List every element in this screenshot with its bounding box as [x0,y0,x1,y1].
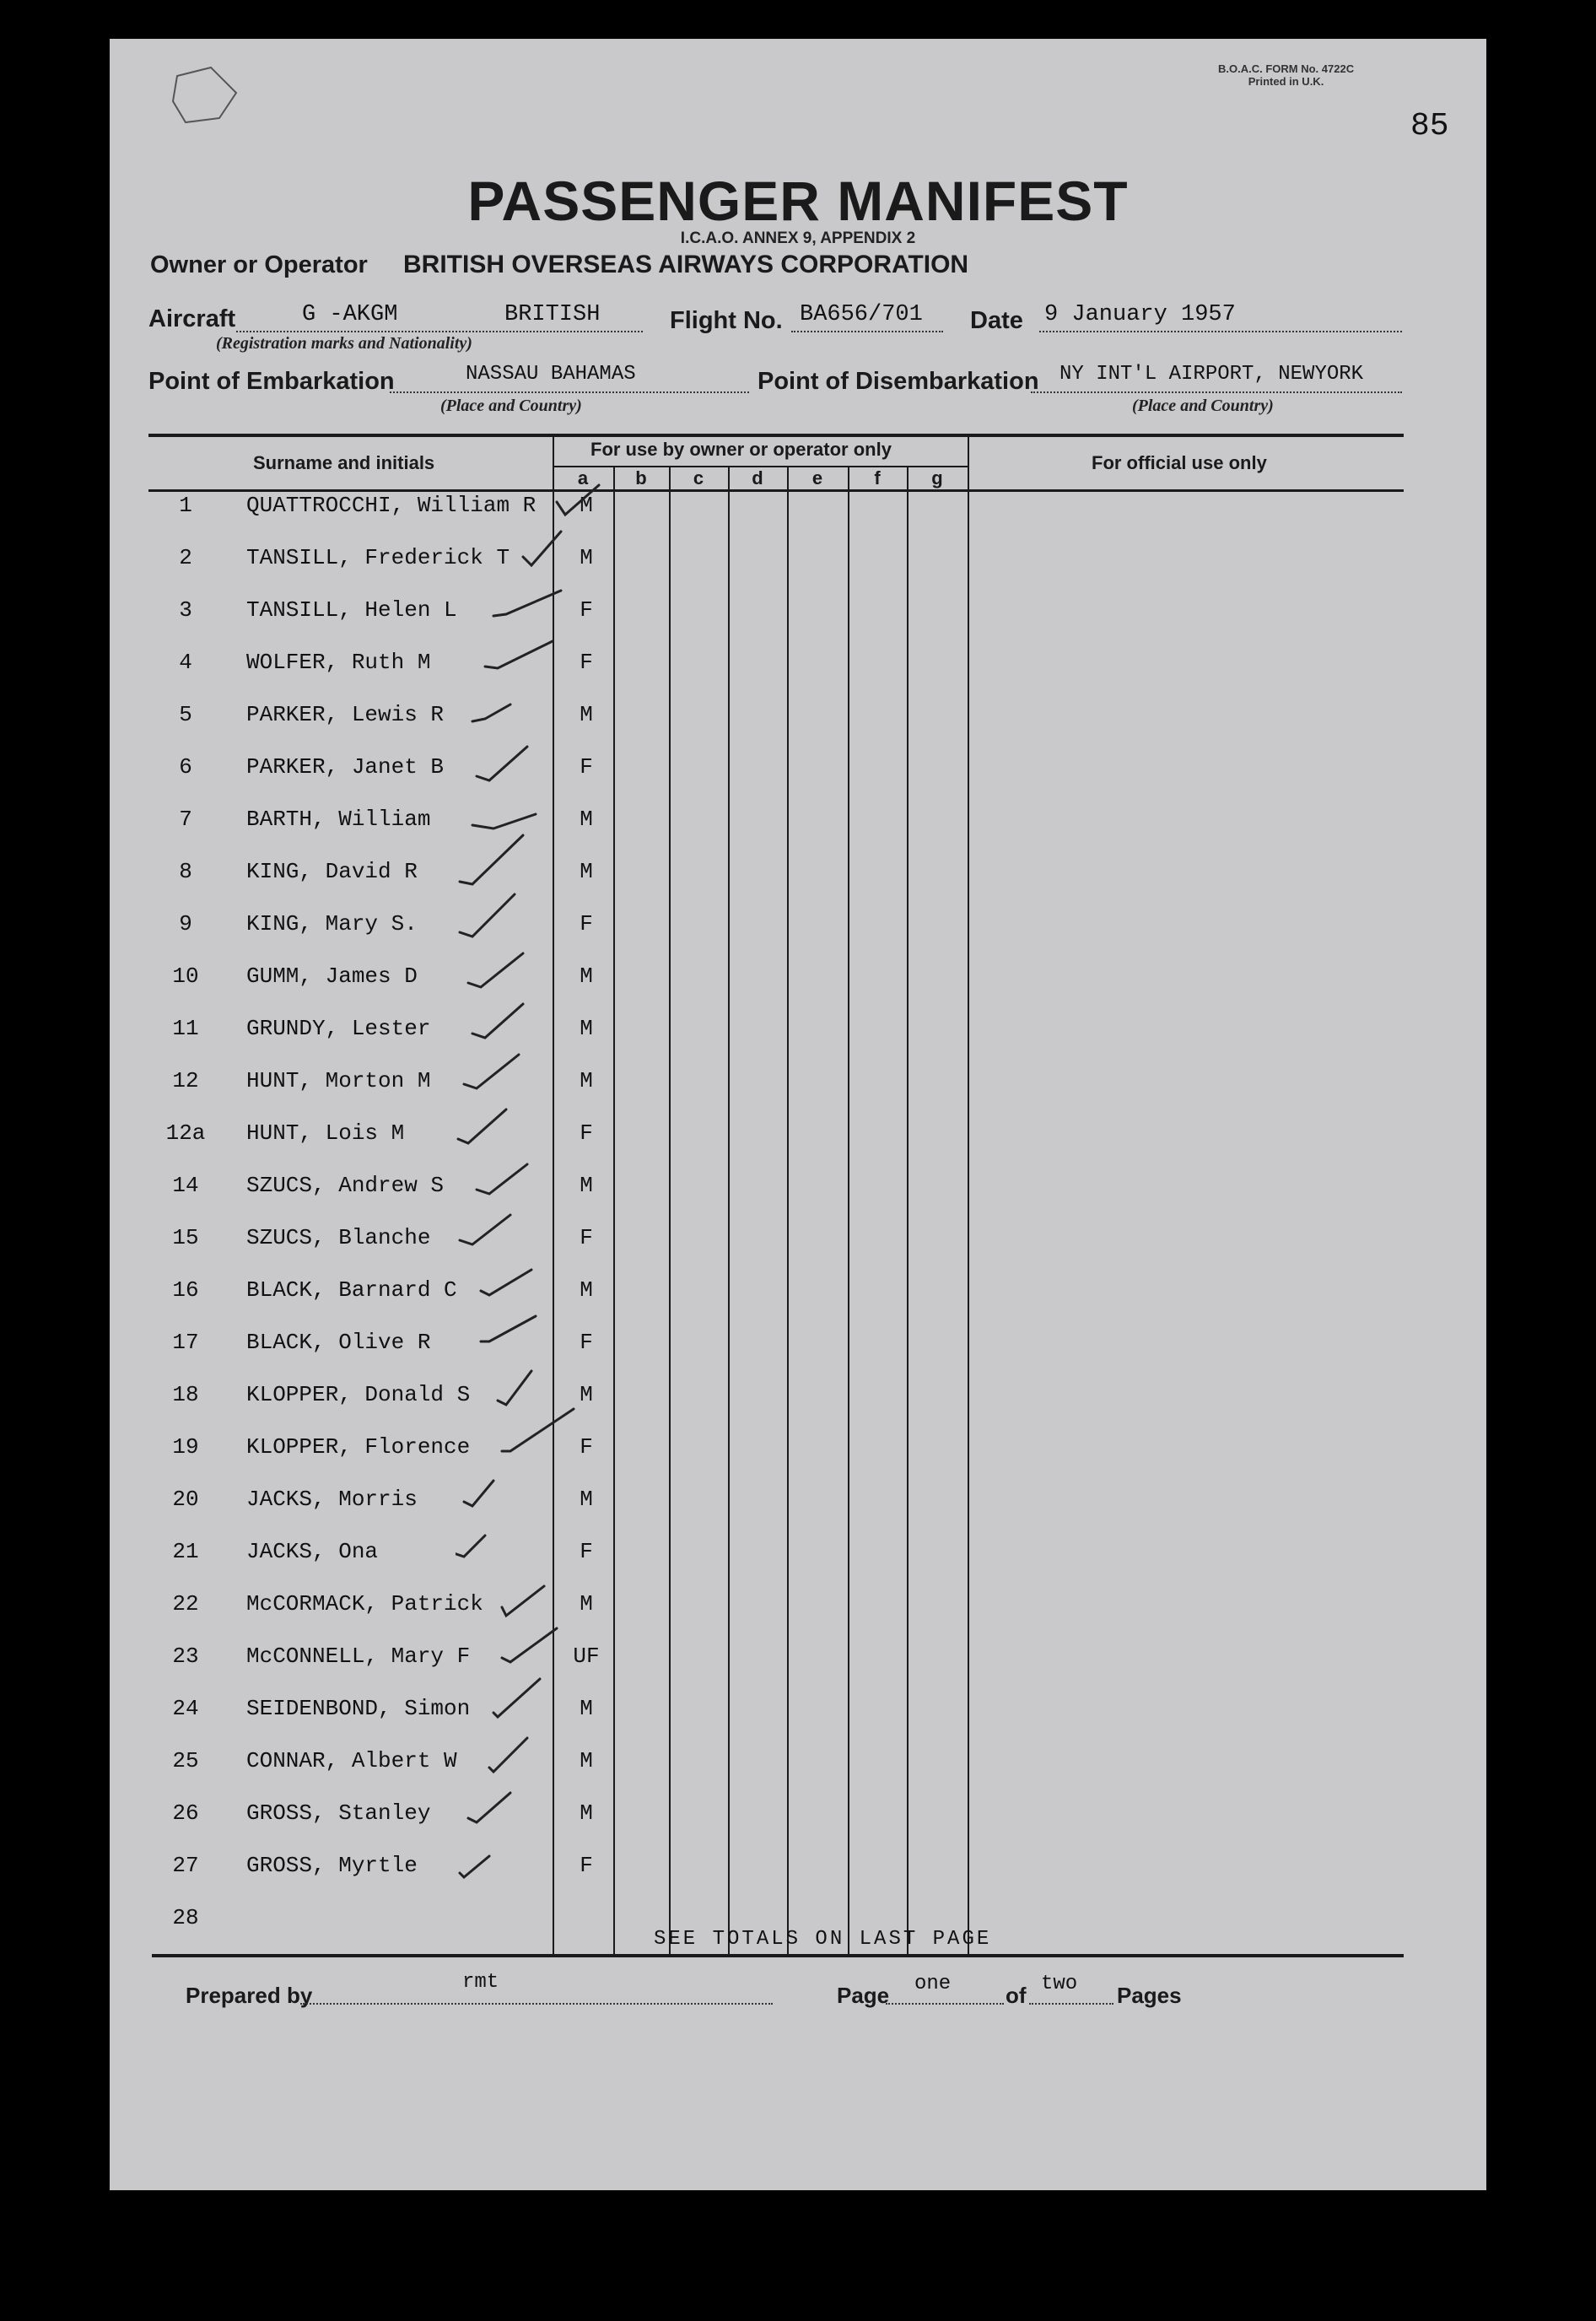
check-mark-icon [489,1738,527,1772]
row-number: 23 [172,1644,199,1669]
date-line [1039,331,1402,332]
row-number: 14 [172,1173,199,1198]
row-number: 27 [172,1853,199,1878]
row-number: 24 [172,1696,199,1721]
row-number: 4 [179,650,192,675]
row-number: 7 [179,807,192,832]
table-row [0,1382,1596,1434]
embarkation-value: NASSAU BAHAMAS [466,363,636,386]
disembarkation-sub-label: (Place and Country) [1132,397,1274,415]
passenger-name: SZUCS, Andrew S [246,1173,445,1198]
pages-label: Pages [1117,1983,1182,2008]
passenger-name: McCONNELL, Mary F [246,1644,471,1669]
passenger-sex: M [580,1748,593,1773]
check-mark-icon [458,1109,506,1143]
stamp-mark [160,59,253,135]
row-number: 22 [172,1591,199,1617]
check-mark-icon [472,1004,523,1038]
check-mark-icon [477,1164,527,1194]
embarkation-label: Point of Embarkation [148,368,395,395]
check-mark-icon [460,894,515,936]
passenger-sex: M [580,1277,593,1303]
row-number: 20 [172,1487,199,1512]
passenger-name: PARKER, Lewis R [246,702,445,727]
table-row [0,1068,1596,1120]
passenger-name: BARTH, William [246,807,431,832]
table-row [0,859,1596,911]
row-number: 6 [179,754,192,780]
passenger-sex: M [580,1173,593,1198]
page-stamp: 85 [1410,108,1449,144]
check-mark-icon [468,1793,510,1822]
passenger-sex: F [580,1120,593,1146]
check-mark-icon [460,835,523,884]
check-mark-icon [557,485,599,515]
passenger-sex: M [580,807,593,832]
passenger-name: BLACK, Olive R [246,1330,431,1355]
table-row [0,702,1596,754]
owner-value: BRITISH OVERSEAS AIRWAYS CORPORATION [403,251,969,278]
passenger-name: McCORMACK, Patrick [246,1591,483,1617]
check-mark-icon [472,704,510,721]
passenger-sex: M [580,493,593,518]
table-row [0,1539,1596,1591]
row-number: 11 [172,1016,199,1041]
page-value: one [914,1973,952,1995]
aircraft-line [236,331,643,332]
check-marks [456,481,607,1915]
col-g-header: g [931,467,943,488]
disembarkation-value: NY INT'L AIRPORT, NEWYORK [1060,363,1364,386]
passenger-name: JACKS, Ona [246,1539,379,1564]
col-c-header: c [693,467,704,488]
passenger-name: GRUNDY, Lester [246,1016,431,1041]
table-row [0,597,1596,650]
passenger-sex: F [580,1225,593,1250]
check-mark-icon [464,1055,519,1088]
table-row [0,1434,1596,1487]
passenger-sex: F [580,754,593,780]
check-mark-icon [502,1628,557,1662]
table-row [0,1016,1596,1068]
table-top-rule [148,434,1404,437]
check-mark-icon [456,1536,485,1557]
passenger-sex: M [580,1487,593,1512]
row-number: 18 [172,1382,199,1407]
prepared-line [300,2003,773,2005]
row-number: 21 [172,1539,199,1564]
official-header: For official use only [1092,452,1267,473]
document-title: PASSENGER MANIFEST [467,170,1129,232]
col-e-header: e [811,467,823,488]
table-row [0,545,1596,597]
table-row [0,807,1596,859]
passenger-name: SEIDENBOND, Simon [246,1696,471,1721]
date-value: 9 January 1957 [1044,302,1236,327]
form-number-text: B.O.A.C. FORM No. 4722C [1218,62,1355,75]
passenger-name: GROSS, Stanley [246,1800,431,1826]
passenger-sex: F [580,1330,593,1355]
col-b-header: b [635,467,647,488]
table-row [0,1225,1596,1277]
passenger-name: GUMM, James D [246,963,418,989]
passenger-name: QUATTROCCHI, William R [246,493,536,518]
aircraft-registration: G -AKGM [302,302,398,327]
check-mark-icon [493,591,561,616]
passenger-name: JACKS, Morris [246,1487,418,1512]
passenger-sex: UF [573,1644,600,1669]
table-row [0,911,1596,963]
row-number: 1 [179,493,192,518]
col-a-header: a [577,467,589,488]
passenger-sex: M [580,545,593,570]
flight-label: Flight No. [670,307,783,334]
table-row [0,963,1596,1016]
row-number: 26 [172,1800,199,1826]
check-mark-icon [460,1856,489,1877]
passenger-sex: F [580,650,593,675]
check-mark-icon [523,532,561,565]
row-number: 17 [172,1330,199,1355]
passenger-sex: M [580,1696,593,1721]
totals-note: SEE TOTALS ON LAST PAGE [654,1928,992,1951]
table-row [0,1173,1596,1225]
row-number: 9 [179,911,192,936]
table-row [0,650,1596,702]
row-number: 10 [172,963,199,989]
passenger-name: KLOPPER, Donald S [246,1382,471,1407]
total-value: two [1041,1973,1078,1995]
row-number: 3 [179,597,192,623]
table-row [0,1487,1596,1539]
col-d-header: d [752,467,763,488]
check-mark-icon [493,1679,540,1717]
passenger-name: BLACK, Barnard C [246,1277,457,1303]
table-row [0,1853,1596,1905]
embarkation-line [390,391,749,393]
table-row [0,493,1596,545]
flight-line [791,331,943,332]
passenger-sex: M [580,1800,593,1826]
table-row [0,1748,1596,1800]
table-row [0,754,1596,807]
passenger-name: PARKER, Janet B [246,754,445,780]
passenger-sex: M [580,1382,593,1407]
col-f-header: f [874,467,881,488]
passenger-sex: M [580,859,593,884]
row-number: 28 [172,1905,199,1930]
embarkation-sub-label: (Place and Country) [440,397,582,415]
check-mark-icon [477,747,527,780]
aircraft-nationality: BRITISH [504,302,601,327]
table-row [0,1591,1596,1644]
table-row [0,1800,1596,1853]
table-row [0,1277,1596,1330]
passenger-name: GROSS, Myrtle [246,1853,418,1878]
operator-header: For use by owner or operator only [590,439,892,460]
row-number: 16 [172,1277,199,1303]
row-number: 15 [172,1225,199,1250]
date-label: Date [970,307,1023,334]
passenger-sex: M [580,1068,593,1093]
document-subtitle: I.C.A.O. ANNEX 9, APPENDIX 2 [680,229,916,247]
passenger-sex: F [580,1853,593,1878]
total-line [1029,2003,1113,2005]
aircraft-sub-label: (Registration marks and Nationality) [216,334,472,353]
check-mark-icon [498,1371,531,1405]
table-row [0,1120,1596,1173]
passenger-sex: M [580,702,593,727]
passenger-name: HUNT, Lois M [246,1120,405,1146]
row-number: 5 [179,702,192,727]
flight-value: BA656/701 [800,302,923,327]
row-number: 12 [172,1068,199,1093]
check-mark-icon [460,1215,510,1244]
row-number: 19 [172,1434,199,1460]
passenger-name: WOLFER, Ruth M [246,650,431,675]
check-mark-icon [485,641,553,668]
passenger-sex: F [580,911,593,936]
passenger-name: KING, Mary S. [246,911,418,936]
prepared-value: rmt [462,1971,499,1994]
row-number: 8 [179,859,192,884]
passenger-sex: M [580,1016,593,1041]
check-mark-icon [502,1586,544,1616]
check-mark-icon [502,1409,574,1451]
passenger-name: KING, David R [246,859,418,884]
aircraft-label: Aircraft [148,305,236,332]
row-number: 2 [179,545,192,570]
disembarkation-line [1031,391,1402,393]
table-row [0,1330,1596,1382]
of-label: of [1006,1983,1027,2008]
check-mark-icon [464,1481,493,1506]
form-number [1218,62,1354,88]
passenger-sex: F [580,1539,593,1564]
check-mark-icon [481,1270,531,1295]
passenger-name: KLOPPER, Florence [246,1434,471,1460]
surname-header: Surname and initials [253,452,435,473]
passenger-sex: M [580,1591,593,1617]
table-row [0,1644,1596,1696]
passenger-sex: F [580,597,593,623]
passenger-sex: F [580,1434,593,1460]
passenger-name: CONNAR, Albert W [246,1748,457,1773]
check-mark-icon [472,814,536,829]
passenger-name: SZUCS, Blanche [246,1225,431,1250]
row-number: 12a [165,1120,206,1146]
table-header-rule [148,489,1404,492]
page-line [886,2003,1004,2005]
disembarkation-label: Point of Disembarkation [758,368,1039,395]
row-number: 25 [172,1748,199,1773]
page-label: Page [837,1983,890,2008]
passenger-name: HUNT, Morton M [246,1068,431,1093]
owner-label: Owner or Operator [150,251,368,278]
prepared-label: Prepared by [186,1983,313,2008]
passenger-name: TANSILL, Frederick T [246,545,510,570]
table-row [0,1696,1596,1748]
check-mark-icon [468,953,523,987]
printed-in-text: Printed in U.K. [1248,75,1324,88]
check-mark-icon [481,1316,536,1341]
passenger-name: TANSILL, Helen L [246,597,457,623]
passenger-sex: M [580,963,593,989]
